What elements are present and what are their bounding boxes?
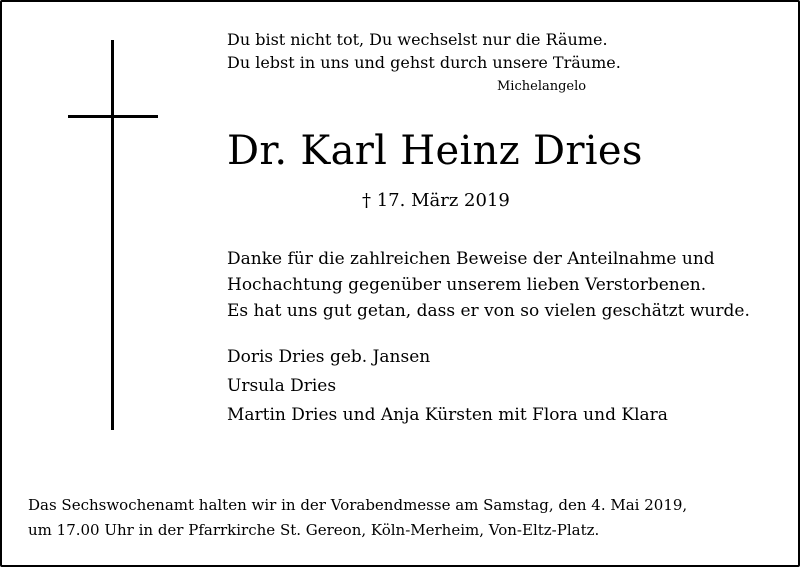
service-announcement: [28, 493, 687, 543]
cross-vertical-bar: [111, 40, 114, 430]
family-list: [227, 343, 668, 430]
thanks-line: Hochachtung gegenüber unserem lieben Verstorbenen.: [227, 275, 707, 295]
quote-author: Michelangelo: [497, 79, 587, 94]
thanks-line: Danke für die zahlreichen Beweise der Anteilnahme und: [227, 249, 715, 269]
cross-horizontal-bar: [68, 115, 158, 118]
death-date: † 17. März 2019: [362, 190, 510, 211]
thanks-text: [227, 246, 750, 324]
quote-line: Du lebst in uns und gehst durch unsere Träume.: [227, 53, 621, 72]
family-member: Doris Dries geb. Jansen: [227, 347, 431, 367]
family-member: Ursula Dries: [227, 376, 337, 396]
service-line: um 17.00 Uhr in der Pfarrkirche St. Gereon, Köln-Merheim, Von-Eltz-Platz.: [28, 521, 600, 539]
family-member: Martin Dries und Anja Kürsten mit Flora und Klara: [227, 405, 668, 425]
quote-line: Du bist nicht tot, Du wechselst nur die Räume.: [227, 30, 608, 49]
service-line: Das Sechswochenamt halten wir in der Vorabendmesse am Samstag, den 4. Mai 2019,: [28, 496, 688, 514]
deceased-name: Dr. Karl Heinz Dries: [227, 128, 643, 174]
thanks-line: Es hat uns gut getan, dass er von so vielen geschätzt wurde.: [227, 301, 750, 321]
quote: [227, 28, 621, 74]
